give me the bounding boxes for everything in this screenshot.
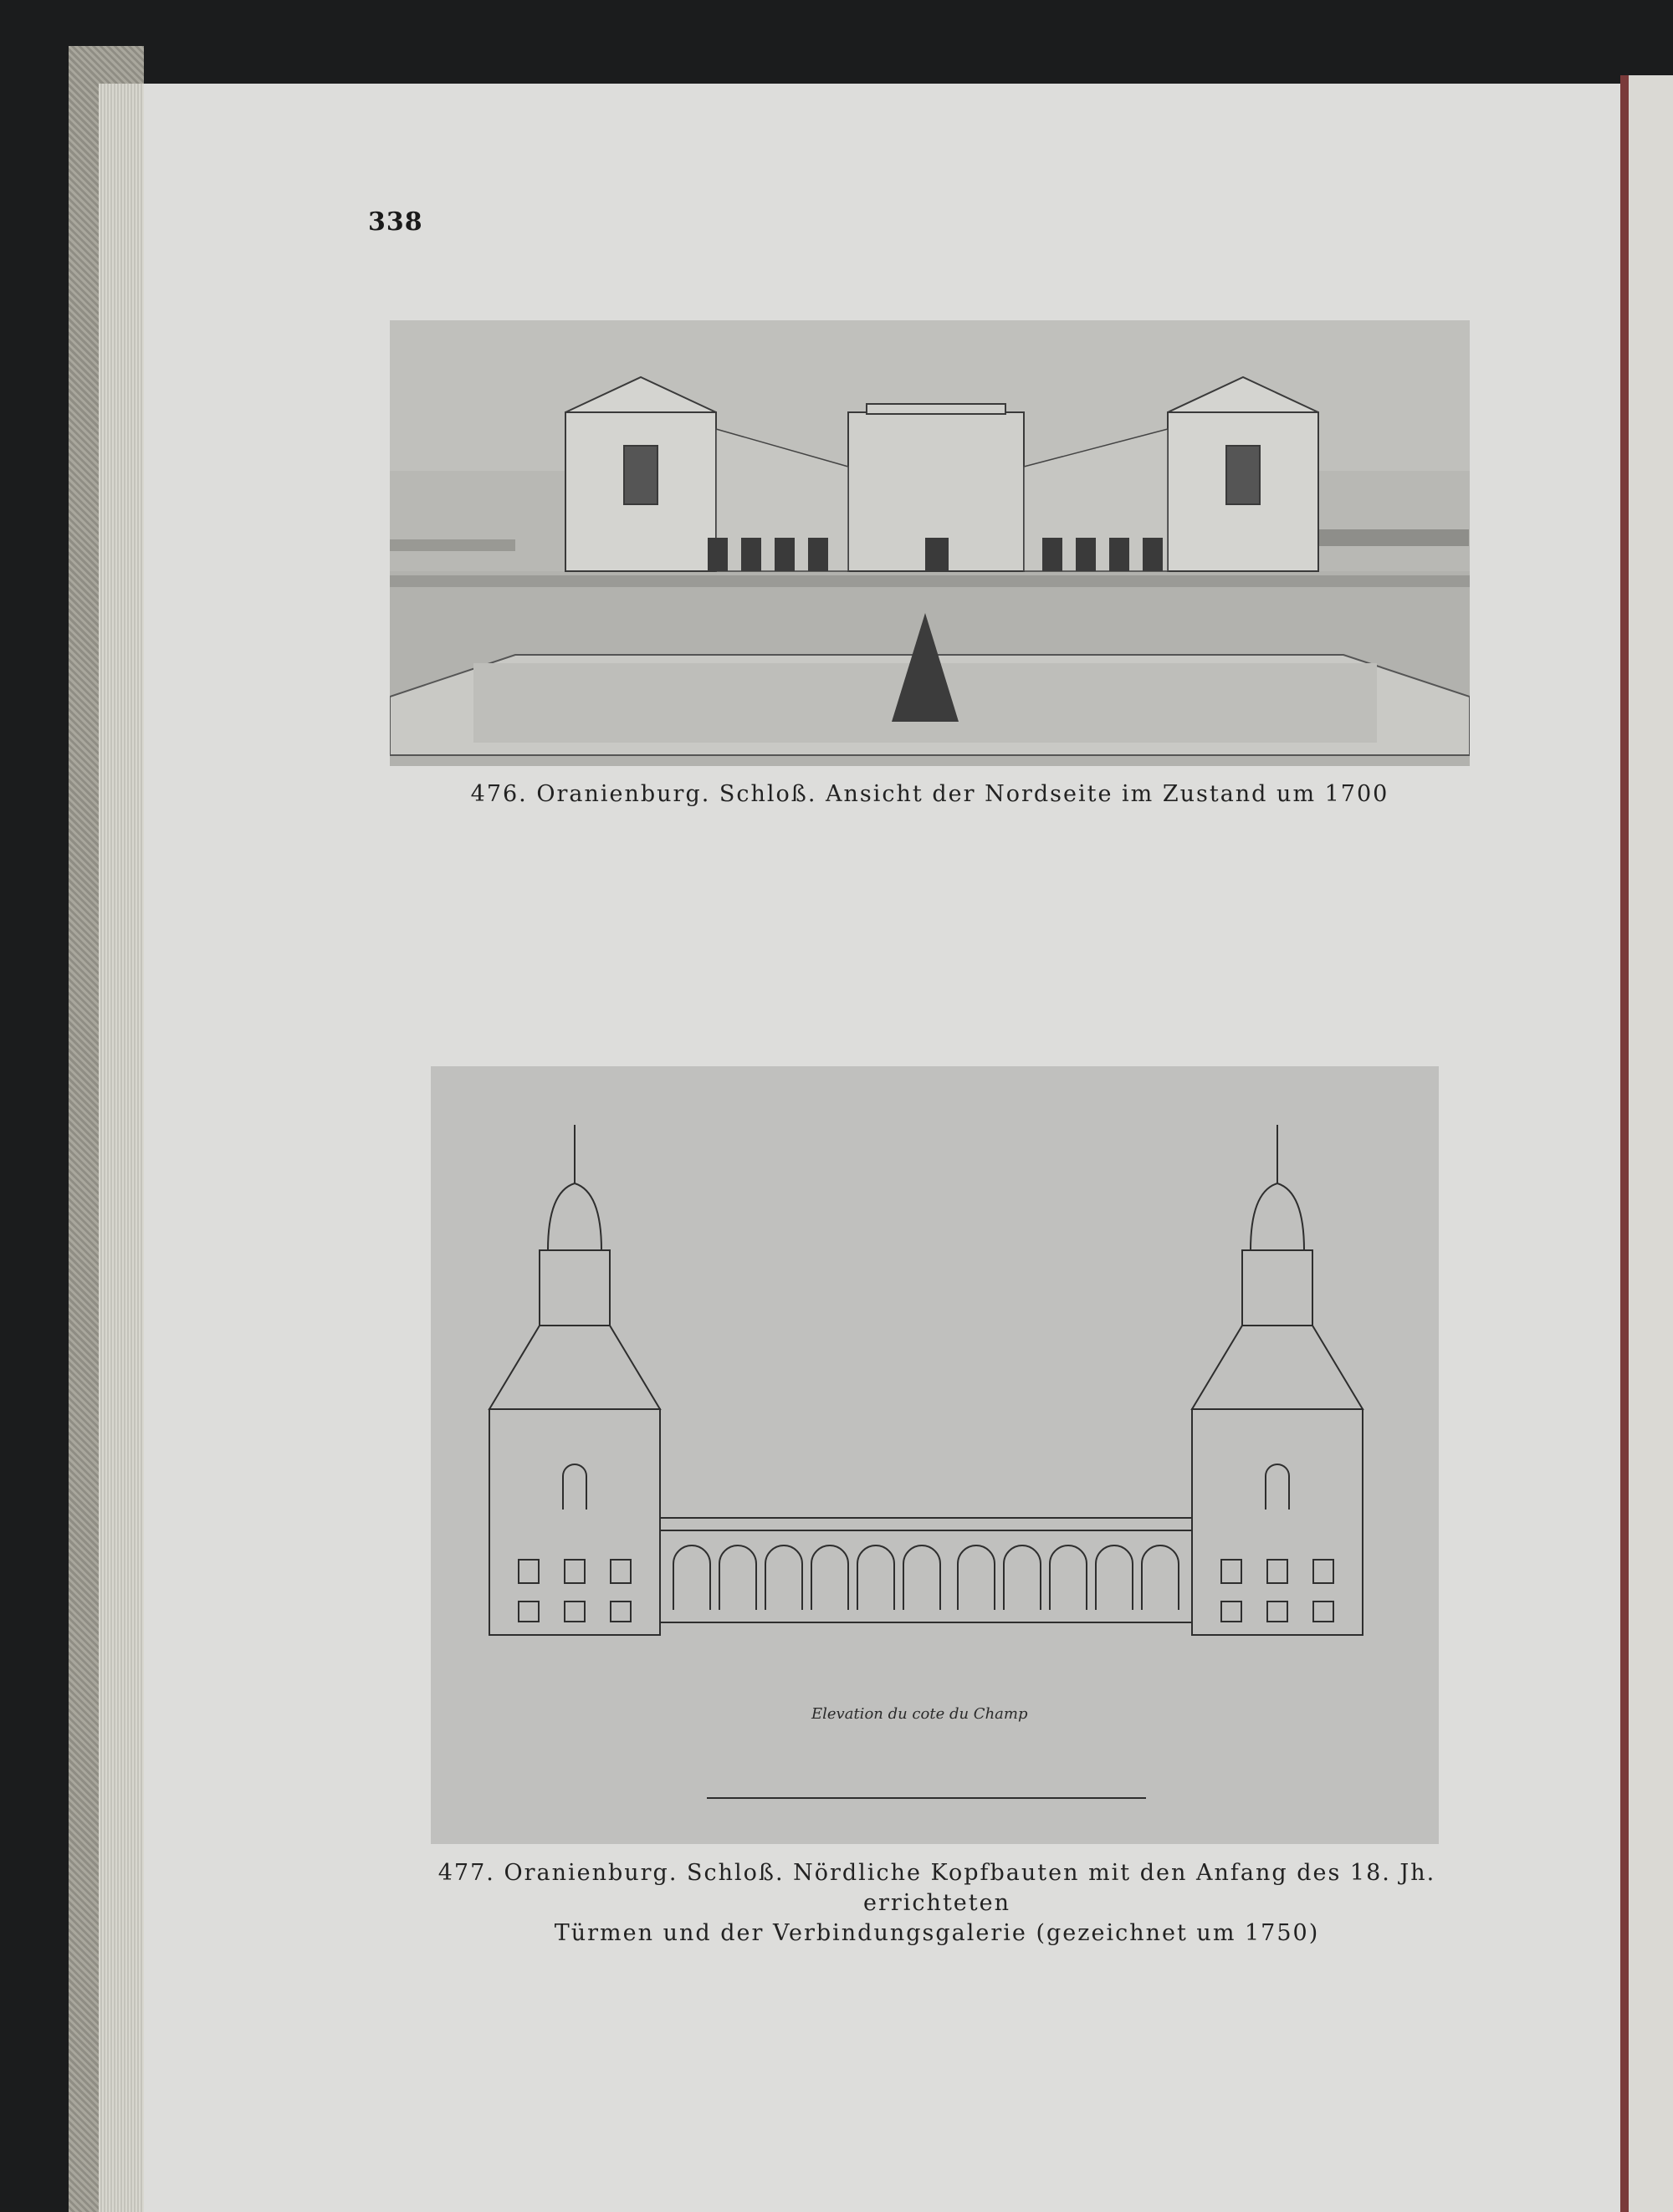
figure-476-caption: 476. Oranienburg. Schloß. Ansicht der Nordseite im Zustand um 1700 [470,781,1389,807]
page-edges [99,84,149,2212]
left-pavilion [565,377,716,571]
figure-476-engraving [390,320,1470,766]
drawing-title: Elevation du cote du Champ [811,1705,1028,1723]
page-number: 338 [368,207,423,237]
figure-477-caption-line-1: 477. Oranienburg. Schloß. Nördliche Kopfbauten mit den Anfang des 18. Jh. errichteten [437,1860,1436,1916]
spine-shadow [1620,75,1629,2212]
facing-page-edge [1629,75,1673,2212]
figure-477-drawing [431,1066,1439,1844]
figure-477-caption [385,1858,1489,1949]
right-pavilion [1168,377,1318,571]
facing-page [1620,75,1673,2212]
figure-477-caption-line-2: Türmen und der Verbindungsgalerie (gezeichnet um 1750) [554,1920,1320,1946]
